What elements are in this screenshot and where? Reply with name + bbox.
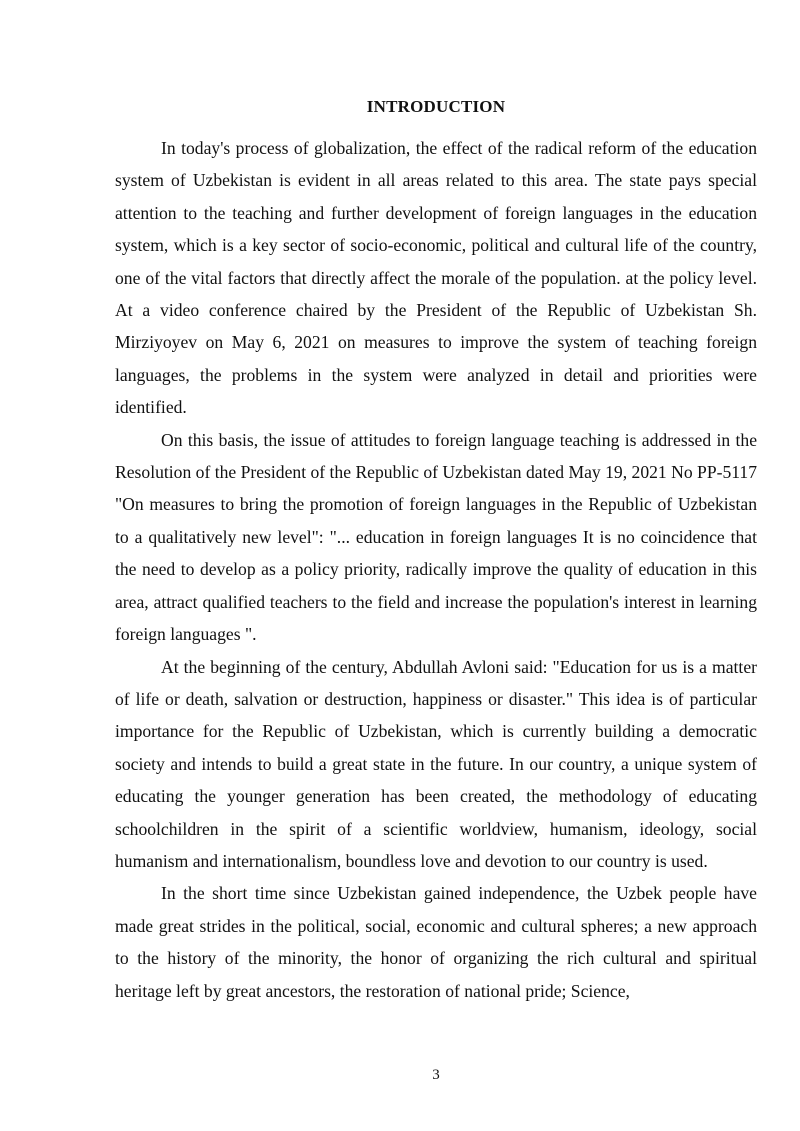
- paragraph-1: In today's process of globalization, the effect of the radical reform of the education system of Uzbekistan is evident in all areas related to this area. The state pays special attention to the teaching and further development of foreign languages in the education system, which is a key sector of socio-economic, political and cultural life of the country, one of the vital factors that directly affect the morale of the population. at the policy level. At a video conference chaired by the President of the Republic of Uzbekistan Sh. Mirziyoyev on May 6, 2021 on measures to improve the system of teaching foreign languages, the problems in the system were analyzed in detail and priorities were identified.: [115, 138, 757, 418]
- body-text: [115, 132, 757, 1007]
- paragraph-3: At the beginning of the century, Abdullah Avloni said: "Education for us is a matter of life or death, salvation or destruction, happiness or disaster." This idea is of particular importance for the Republic of Uzbekistan, which is currently building a democratic society and intends to build a great state in the future. In our country, a unique system of educating the younger generation has been created, the methodology of educating schoolchildren in the spirit of a scientific worldview, humanism, ideology, social humanism and internationalism, boundless love and devotion to our country is used.: [115, 656, 757, 871]
- paragraph-4: In the short time since Uzbekistan gained independence, the Uzbek people have made great strides in the political, social, economic and cultural spheres; a new approach to the history of the minority, the honor of organizing the rich cultural and spiritual heritage left by great ancestors, the restoration of national pride; Science,: [115, 883, 757, 1001]
- paragraph-2: On this basis, the issue of attitudes to foreign language teaching is addressed in the Resolution of the President of the Republic of Uzbekistan dated May 19, 2021 No PP-5117 "On measures to bring the promotion of foreign languages in the Republic of Uzbekistan to a qualitatively new level": "... education in foreign languages It is no coincidence that the need to develop as a policy priority, radically improve the quality of education in this area, attract qualified teachers to the field and increase the population's interest in learning foreign languages ".: [115, 429, 757, 645]
- page-number: 3: [432, 1067, 440, 1083]
- section-heading: INTRODUCTION: [366, 97, 506, 116]
